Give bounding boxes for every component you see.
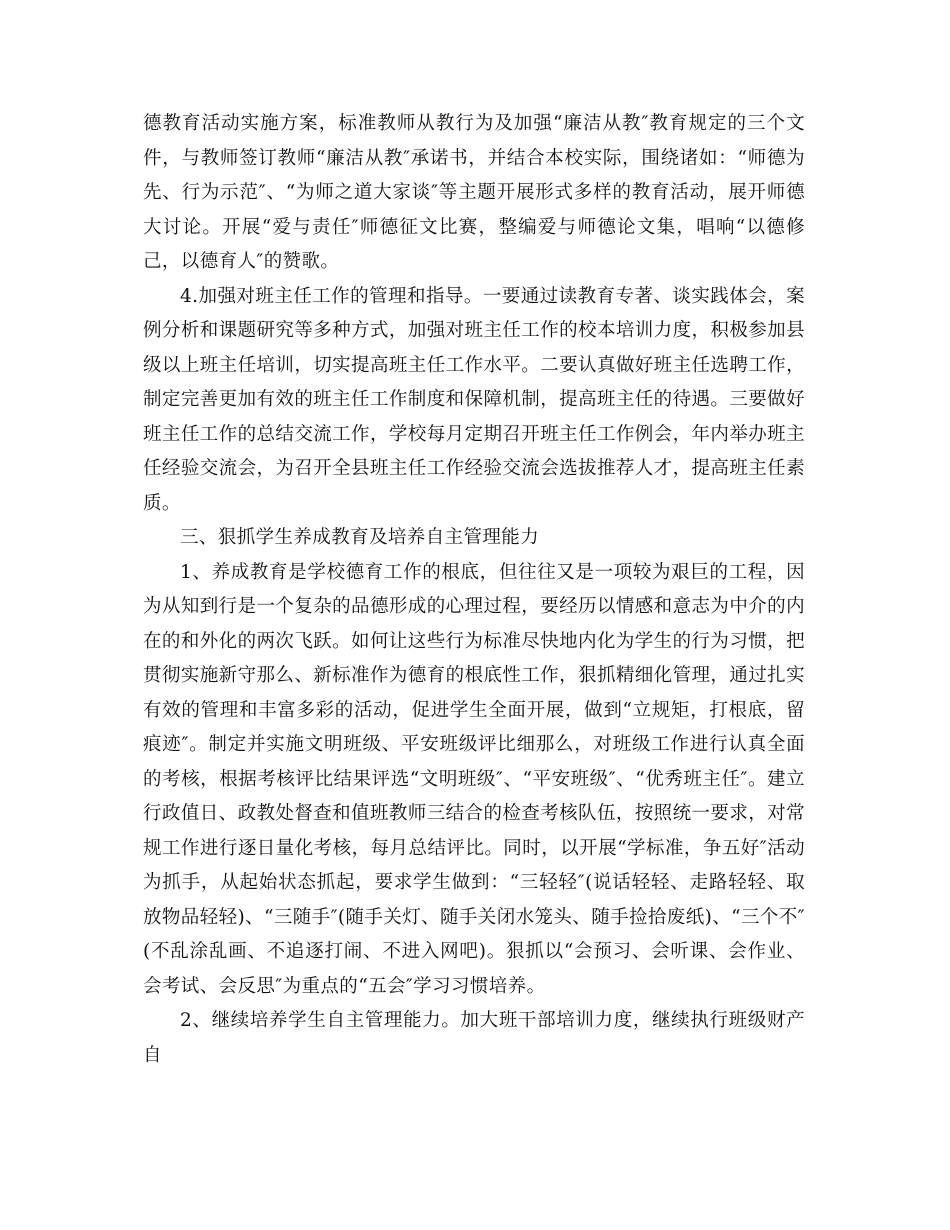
- paragraph-head-teacher-management: 4.加强对班主任工作的管理和指导。一要通过读教育专著、谈实践体会，案例分析和课题研究等多种方式，加强对班主任工作的校本培训力度，积极参加县级以上班主任培训，切实提高班主任工作水平。二要认真做好班主任选聘工作，制定完善更加有效的班主任工作制度和保障机制，提高班主任的待遇。三要做好班主任工作的总结交流工作，学校每月定期召开班主任工作例会，年内举办班主任经验交流会，为召开全县班主任工作经验交流会选拔推荐人才，提高班主任素质。: [143, 285, 805, 514]
- paragraph-habit-education: 1、养成教育是学校德育工作的根底，但往往又是一项较为艰巨的工程，因为从知到行是一个复杂的品德形成的心理过程，要经历以情感和意志为中介的内在的和外化的两次飞跃。如何让这些行为标准尽快地内化为学生的行为习惯，把贯彻实施新守那么、新标准作为德育的根底性工作，狠抓精细化管理，通过扎实有效的管理和丰富多彩的活动，促进学生全面开展，做到“立规矩，打根底，留痕迹″。制定并实施文明班级、平安班级评比细那么，对班级工作进行认真全面的考核，根据考核评比结果评选“文明班级″、“平安班级″、“优秀班主任″。建立行政值日、政教处督查和值班教师三结合的检查考核队伍，按照统一要求，对常规工作进行逐日量化考核，每月总结评比。同时，以开展“学标准，争五好″活动为抓手，从起始状态抓起，要求学生做到：“三轻轻″(说话轻轻、走路轻轻、取放物品轻轻)、“三随手″(随手关灯、随手关闭水笼头、随手捡拾废纸)、“三个不″(不乱涂乱画、不追逐打闹、不进入网吧)。狠抓以“会预习、会听课、会作业、会考试、会反思″为重点的“五会″学习习惯培养。: [143, 561, 805, 997]
- section-heading-habit-education: 三、狠抓学生养成教育及培养自主管理能力: [180, 527, 540, 548]
- paragraph-teacher-ethics-activities: 德教育活动实施方案，标准教师从教行为及加强“廉洁从教″教育规定的三个文件，与教师签订教师“廉洁从教″承诺书，并结合本校实际，围绕诸如：“师德为先、行为示范″、“为师之道大家谈″等主题开展形式多样的教育活动，展开师德大讨论。开展“爱与责任″师德征文比赛，整编爱与师德论文集，唱响“以德修己，以德育人″的赞歌。: [143, 113, 805, 272]
- document-body: [143, 107, 805, 1073]
- paragraph-self-management: 2、继续培养学生自主管理能力。加大班干部培训力度，继续执行班级财产自: [143, 1010, 805, 1066]
